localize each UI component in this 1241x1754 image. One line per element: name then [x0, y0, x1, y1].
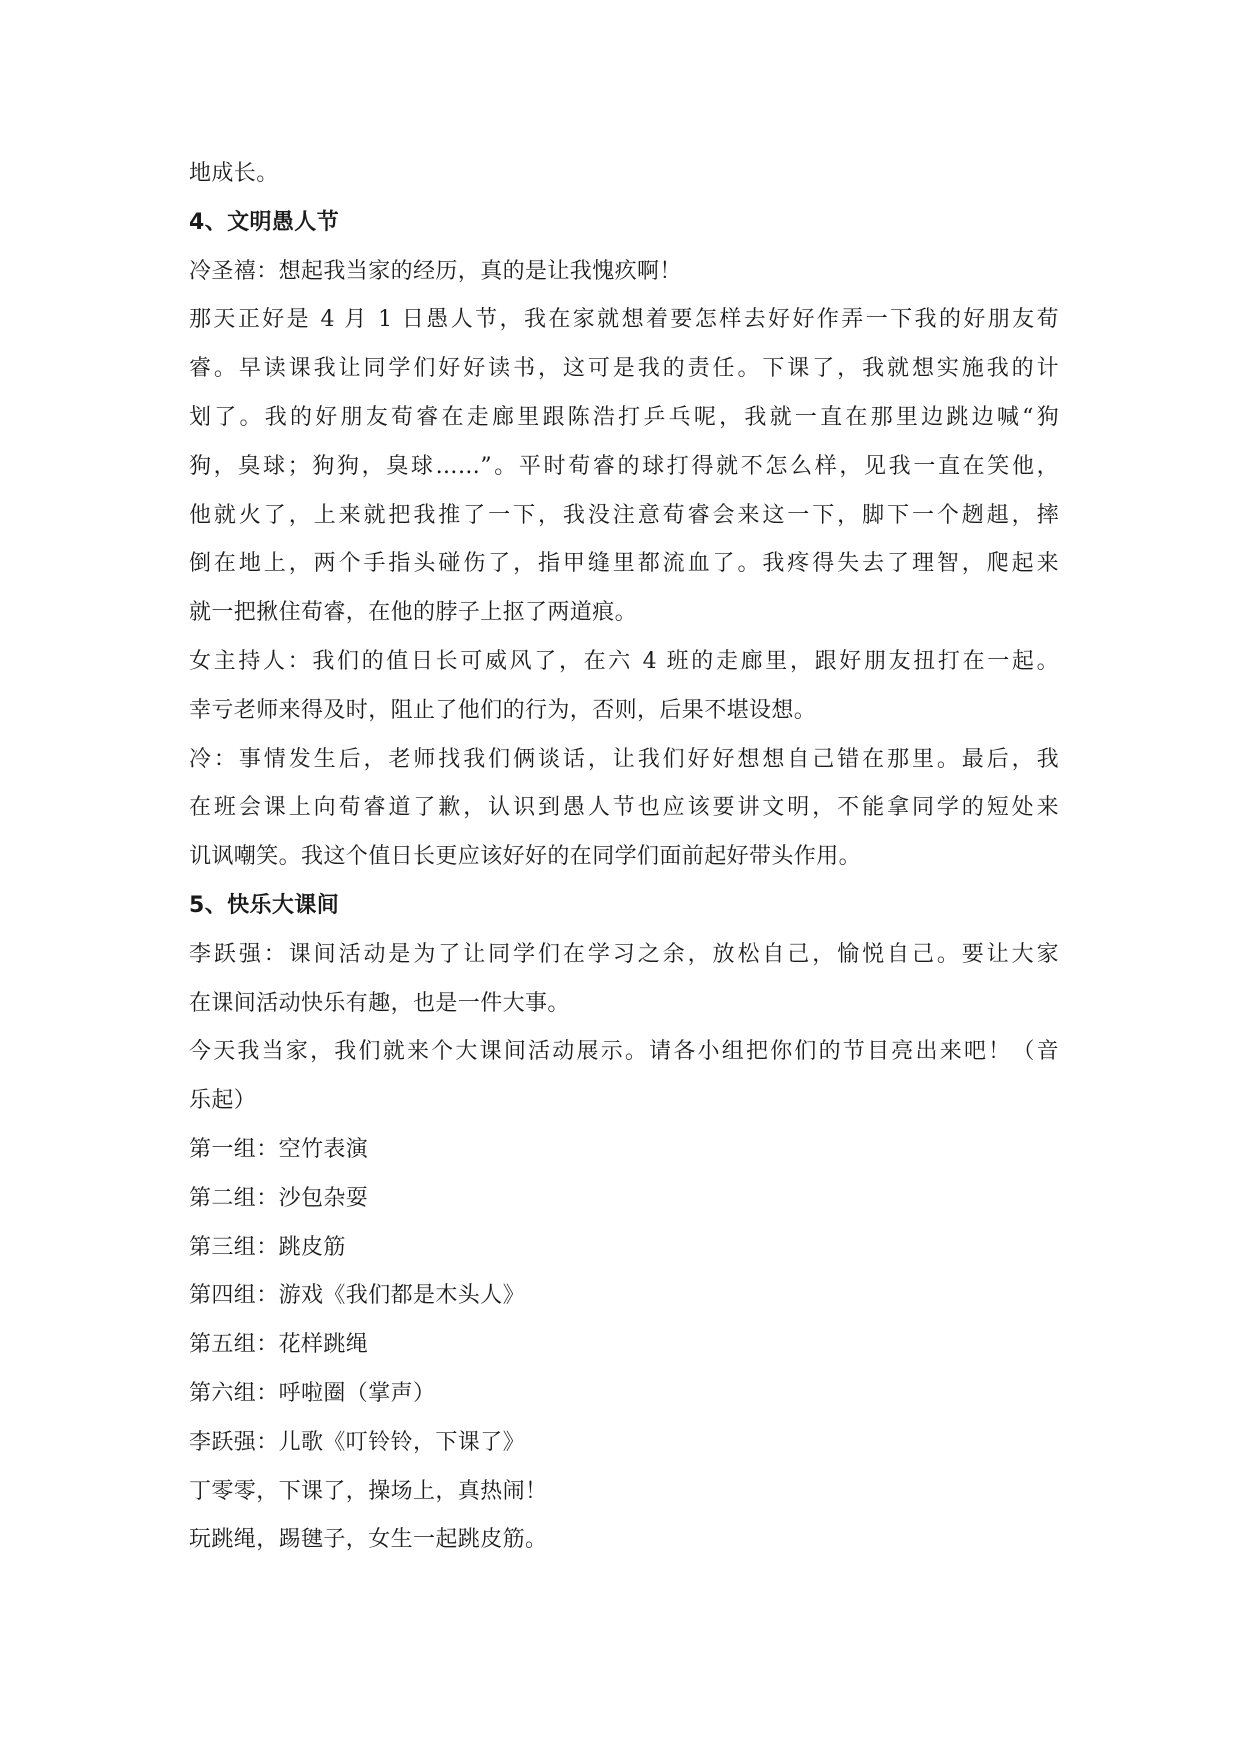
paragraph-line: 冷圣禧：想起我当家的经历，真的是让我愧疚啊！: [189, 258, 682, 284]
paragraph-line: 睿。早读课我让同学们好好读书，这可是我的责任。下课了，我就想实施我的计: [189, 356, 1059, 382]
list-item: 第五组：花样跳绳: [189, 1332, 369, 1358]
paragraph-line: 冷：事情发生后，老师找我们俩谈话，让我们好好想想自己错在那里。最后，我: [189, 746, 1059, 772]
section-heading: 4、文明愚人节: [189, 209, 340, 235]
paragraph-line: 狗，臭球；狗狗，臭球……”。平时荀睿的球打得就不怎么样，见我一直在笑他，: [189, 453, 1059, 479]
paragraph-line: 李跃强：儿歌《叮铃铃，下课了》: [189, 1429, 526, 1455]
paragraph-line: 那天正好是 4 月 1 日愚人节，我在家就想着要怎样去好好作弄一下我的好朋友荀: [189, 307, 1059, 333]
paragraph-line: 就一把揪住荀睿，在他的脖子上抠了两道痕。: [189, 600, 638, 626]
list-item: 第一组：空竹表演: [189, 1136, 369, 1162]
paragraph-line: 划了。我的好朋友荀睿在走廊里跟陈浩打乒乓呢，我就一直在那里边跳边喊“狗: [189, 404, 1059, 430]
list-item: 第六组：呼啦圈（掌声）: [189, 1380, 436, 1406]
list-item: 第三组：跳皮筋: [189, 1234, 346, 1260]
paragraph-line: 在班会课上向荀睿道了歉，认识到愚人节也应该要讲文明，不能拿同学的短处来: [189, 795, 1059, 821]
paragraph-line: 李跃强：课间活动是为了让同学们在学习之余，放松自己，愉悦自己。要让大家: [189, 941, 1059, 967]
song-line: 玩跳绳，踢毽子，女生一起跳皮筋。: [189, 1527, 548, 1553]
list-item: 第二组：沙包杂耍: [189, 1185, 369, 1211]
paragraph-line: 地成长。: [189, 161, 279, 186]
paragraph-line: 幸亏老师来得及时，阻止了他们的行为，否则，后果不堪设想。: [189, 697, 817, 723]
paragraph-line: 倒在地上，两个手指头碰伤了，指甲缝里都流血了。我疼得失去了理智，爬起来: [189, 551, 1059, 577]
paragraph-line: 乐起）: [189, 1088, 257, 1114]
paragraph-line: 讥讽嘲笑。我这个值日长更应该好好的在同学们面前起好带头作用。: [189, 844, 862, 870]
paragraph-line: 今天我当家，我们就来个大课间活动展示。请各小组把你们的节目亮出来吧！（音: [189, 1039, 1059, 1065]
paragraph-line: 女主持人：我们的值日长可威风了，在六 4 班的走廊里，跟好朋友扭打在一起。: [189, 648, 1059, 674]
paragraph-line: 他就火了，上来就把我推了一下，我没注意荀睿会来这一下，脚下一个趔趄，摔: [189, 502, 1059, 528]
section-heading: 5、快乐大课间: [189, 892, 340, 918]
list-item: 第四组：游戏《我们都是木头人》: [189, 1283, 526, 1309]
document-body: [189, 150, 1059, 1565]
paragraph-line: 在课间活动快乐有趣，也是一件大事。: [189, 990, 570, 1016]
song-line: 丁零零，下课了，操场上，真热闹！: [189, 1478, 548, 1504]
